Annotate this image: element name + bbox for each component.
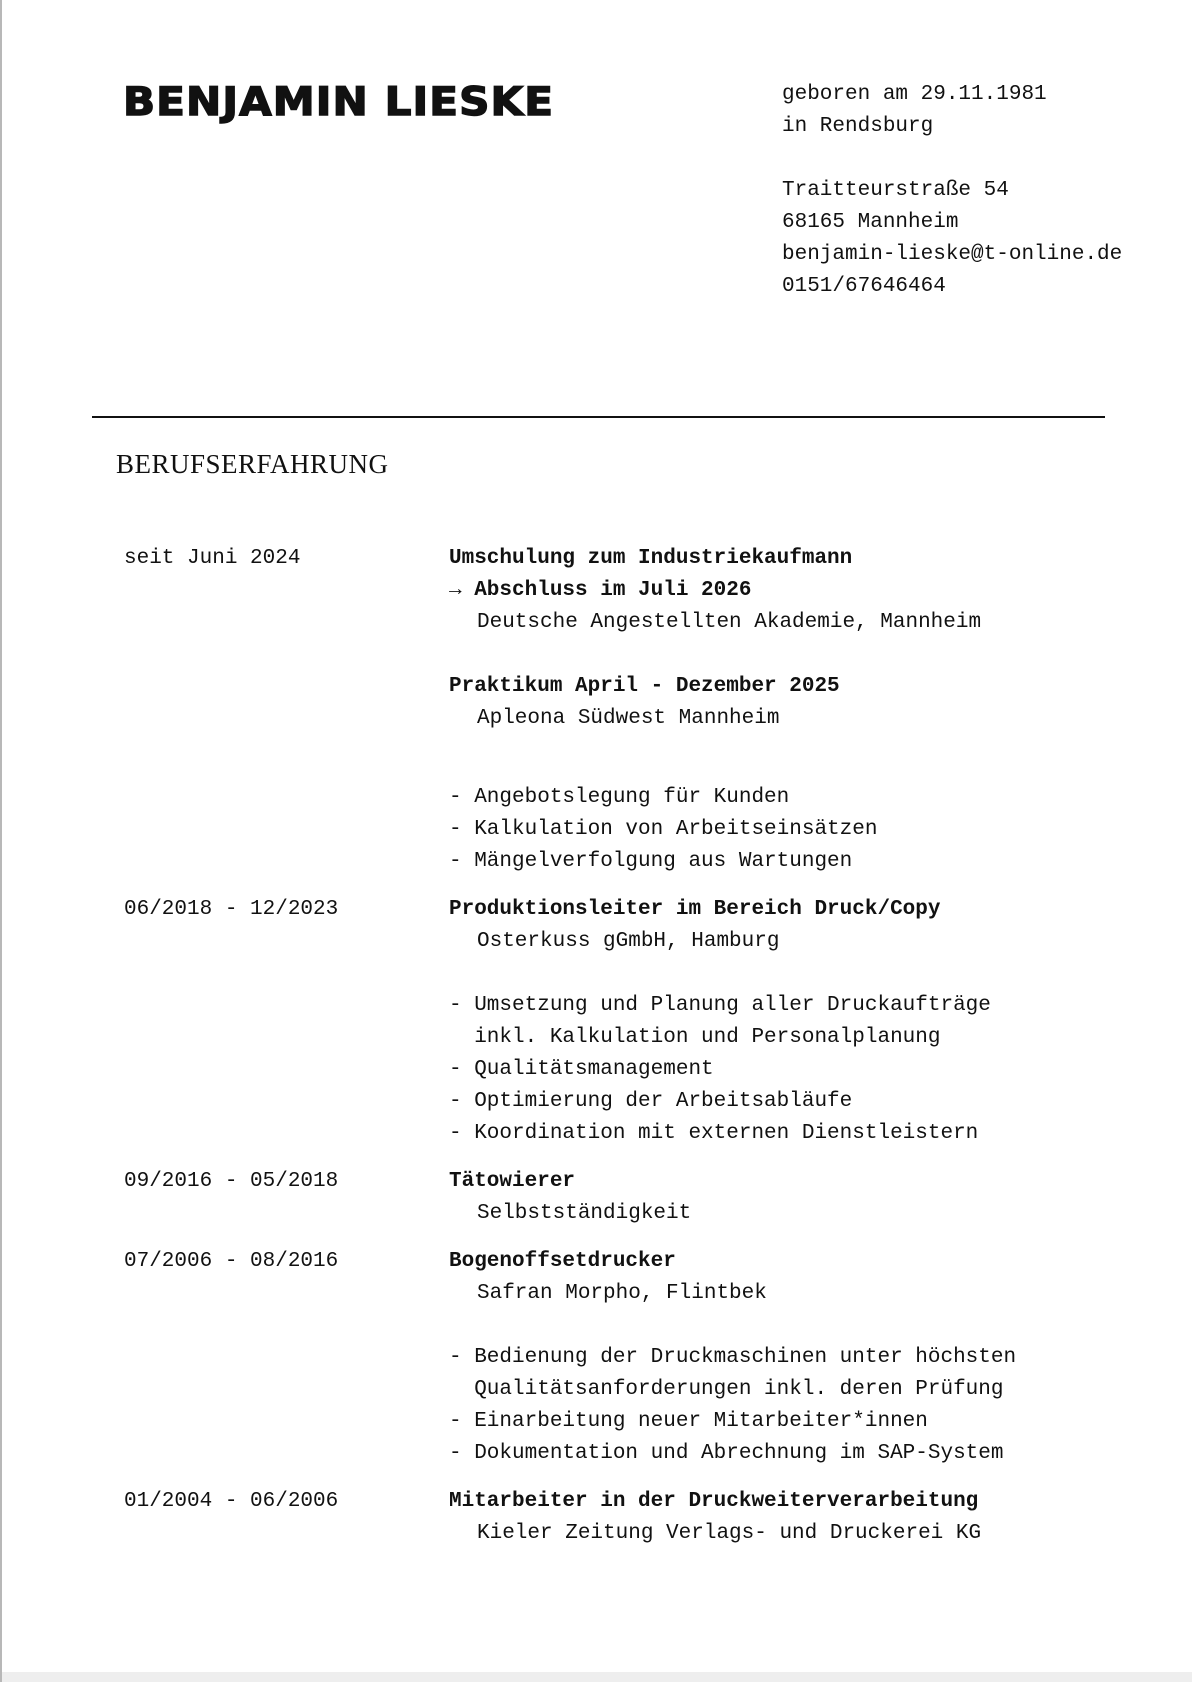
spacer [782,143,1122,175]
entry-bullet: - Qualitätsmanagement [449,1058,714,1081]
entry-title: Produktionsleiter im Bereich Druck/Copy [449,898,941,921]
entry-date: 07/2006 - 08/2016 [124,1250,339,1273]
entry-bullet: - Einarbeitung neuer Mitarbeiter*innen [449,1410,928,1433]
entry-internship-organization: Apleona Südwest Mannheim [477,707,780,730]
page-bottom-edge [2,1672,1192,1682]
entry-title: Mitarbeiter in der Druckweiterverarbeitung [449,1490,979,1513]
applicant-name: BENJAMIN LIESKE [123,80,555,125]
birth-date: geboren am 29.11.1981 [782,83,1047,106]
email-address: benjamin-lieske@t-online.de [782,243,1123,266]
entry-title: Umschulung zum Industriekaufmann [449,547,853,570]
entry-bullet: - Dokumentation und Abrechnung im SAP-System [449,1442,1004,1465]
entry-date: 01/2004 - 06/2006 [124,1490,339,1513]
entry-bullet: - Angebotslegung für Kunden [449,786,790,809]
entry-bullet: Qualitätsanforderungen inkl. deren Prüfung [449,1378,1004,1401]
header-divider [92,416,1105,418]
entry-title: Bogenoffsetdrucker [449,1250,676,1273]
entry-date: 06/2018 - 12/2023 [124,898,339,921]
entry-organization: Deutsche Angestellten Akademie, Mannheim [477,611,982,634]
entry-internship-title: Praktikum April - Dezember 2025 [449,675,840,698]
entry-organization: Safran Morpho, Flintbek [477,1282,767,1305]
entry-organization: Kieler Zeitung Verlags- und Druckerei KG [477,1522,982,1545]
entry-bullet: - Umsetzung und Planung aller Druckaufträge [449,994,991,1017]
entry-date: seit Juni 2024 [124,547,301,570]
entry-bullet: inkl. Kalkulation und Personalplanung [449,1026,941,1049]
entry-subtitle: → Abschluss im Juli 2026 [449,579,752,602]
entry-bullet: - Mängelverfolgung aus Wartungen [449,850,853,873]
phone-number: 0151/67646464 [782,275,946,298]
birth-place: in Rendsburg [782,115,934,138]
street-address: Traitteurstraße 54 [782,179,1009,202]
entry-bullet: - Kalkulation von Arbeitseinsätzen [449,818,878,841]
entry-date: 09/2016 - 05/2018 [124,1170,339,1193]
entry-bullet: - Optimierung der Arbeitsabläufe [449,1090,853,1113]
entry-bullet: - Bedienung der Druckmaschinen unter höchsten [449,1346,1017,1369]
personal-details [782,79,1122,303]
entry-organization: Osterkuss gGmbH, Hamburg [477,930,780,953]
city-address: 68165 Mannheim [782,211,959,234]
entry-bullet: - Koordination mit externen Dienstleistern [449,1122,979,1145]
entry-organization: Selbstständigkeit [477,1202,692,1225]
entry-title: Tätowierer [449,1170,576,1193]
section-title: BERUFSERFAHRUNG [116,449,389,479]
